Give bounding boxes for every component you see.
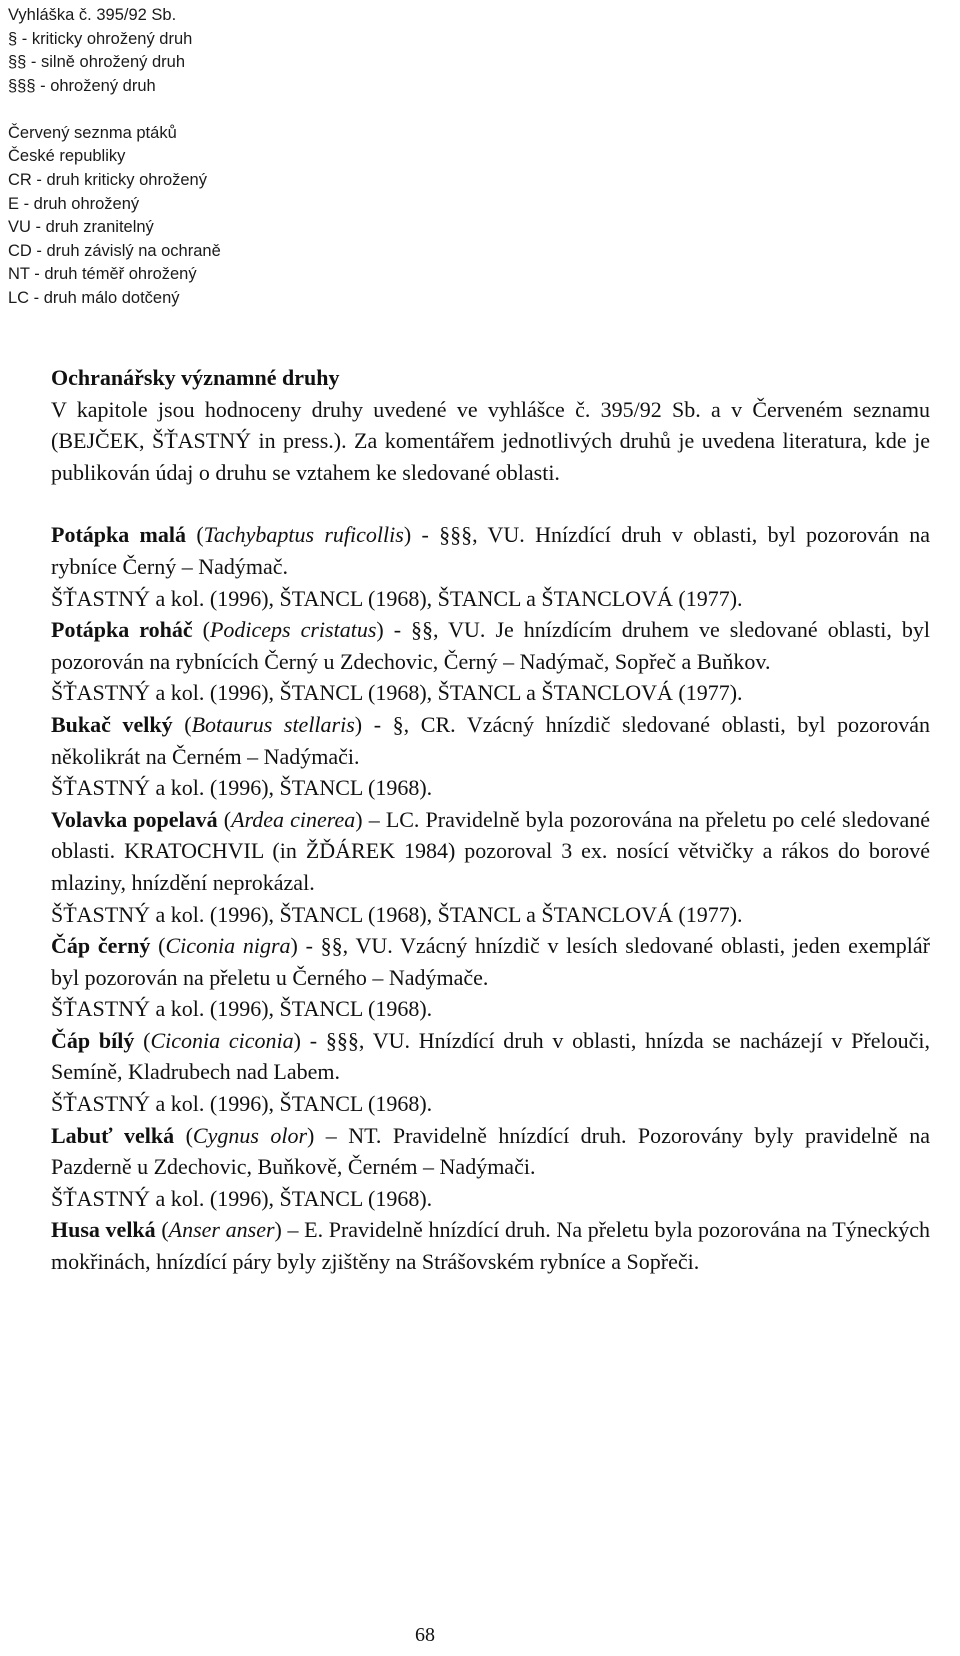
species-paragraph: Potápka malá (Tachybaptus ruficollis) - §§§, VU. Hnízdící druh v oblasti, byl pozorován na rybníce Černý – Nadýmač.	[51, 522, 930, 579]
species-latin-name: Cygnus olor	[192, 1122, 308, 1148]
species-paragraph: Husa velká (Anser anser) – E. Pravidelně hnízdící druh. Na přeletu byla pozorována na Týneckých mokřinách, hnízdící páry byly zjištěny na Strášovském rybníce a Sopřeči.	[51, 1217, 930, 1275]
species-references: ŠŤASTNÝ a kol. (1996), ŠTANCL (1968), ŠTANCL a ŠTANCLOVÁ (1977).	[51, 901, 743, 927]
species-latin-name: Tachybaptus ruficollis	[203, 522, 404, 548]
species-latin-name: Podiceps cristatus	[209, 617, 377, 643]
species-references: ŠŤASTNÝ a kol. (1996), ŠTANCL (1968).	[51, 1185, 433, 1211]
decree-legend	[8, 4, 428, 98]
species-entry	[8, 1025, 930, 1120]
species-name: Potápka roháč	[51, 617, 193, 643]
species-text: Vzácný hnízdič sledované oblasti, byl pozorován několikrát na Černém – Nadýmači.	[51, 711, 930, 769]
species-references: ŠŤASTNÝ a kol. (1996), ŠTANCL (1968), ŠTANCL a ŠTANCLOVÁ (1977).	[51, 585, 743, 611]
species-text: Vzácný hnízdič v lesích sledované oblasti, jeden exemplář byl pozorován na přeletu u Černého – Nadýmače.	[51, 933, 930, 990]
decree-item: § - kriticky ohrožený druh	[8, 29, 193, 48]
species-text: Pravidelně hnízdící druh. Pozorovány byly pravidelně na Pazderně u Zdechovic, Buňkově, Černém – Nadýmači.	[51, 1122, 931, 1180]
species-status: – E.	[281, 1217, 324, 1243]
species-entry	[8, 804, 930, 930]
species-latin-name: Ciconia nigra	[165, 933, 291, 959]
legend	[8, 4, 428, 311]
document-body	[8, 362, 930, 1278]
species-latin-name: Botaurus stellaris	[191, 711, 355, 737]
red-list-title: Červený seznma ptáků	[8, 123, 177, 142]
species-status: – NT.	[314, 1122, 382, 1148]
species-references: ŠŤASTNÝ a kol. (1996), ŠTANCL (1968).	[51, 775, 433, 801]
species-text: Pravidelně hnízdící druh. Na přeletu byla pozorována na Týneckých mokřinách, hnízdící páry byly zjištěny na Strášovském rybníce a Sopřeči.	[51, 1217, 930, 1275]
species-name: Potápka malá	[51, 522, 186, 548]
species-status: - §§§, VU.	[411, 522, 525, 548]
species-references: ŠŤASTNÝ a kol. (1996), ŠTANCL (1968).	[51, 1091, 433, 1117]
species-paragraph: Volavka popelavá (Ardea cinerea) – LC. Pravidelně byla pozorována na přeletu po celé sledované oblasti. KRATOCHVIL (in ŽĎÁREK 1984) pozoroval 3 ex. nosící větvičky a rákos do borové mlaziny, hnízdění neprokázal.	[51, 806, 930, 895]
species-status: – LC.	[362, 806, 420, 832]
decree-item: §§§ - ohrožený druh	[8, 76, 156, 95]
species-paragraph: Potápka roháč (Podiceps cristatus) - §§, VU. Je hnízdícím druhem ve sledované oblasti, byl pozorován na rybnících Černý u Zdechovic, Černý – Nadýmač, Sopřeč a Buňkov.	[51, 617, 930, 674]
red-list-title: České republiky	[8, 147, 126, 166]
species-status: - §§, VU.	[297, 933, 393, 959]
species-name: Husa velká	[51, 1217, 156, 1243]
red-list-item: E - druh ohrožený	[8, 194, 140, 213]
red-list-legend	[8, 122, 428, 311]
species-status: - §§, VU.	[383, 617, 486, 643]
species-entry	[8, 1214, 930, 1277]
page-number: 68	[415, 1624, 435, 1646]
red-list-item: CD - druh závislý na ochraně	[8, 241, 221, 260]
species-text: Je hnízdícím druhem ve sledované oblasti, byl pozorován na rybnících Černý u Zdechovic, Černý – Nadýmač, Sopřeč a Buňkov.	[51, 617, 930, 674]
species-paragraph: Čáp bílý (Ciconia ciconia) - §§§, VU. Hnízdící druh v oblasti, hnízda se nacházejí v Přelouči, Semíně, Kladrubech nad Labem.	[51, 1027, 930, 1085]
decree-title: Vyhláška č. 395/92 Sb.	[8, 6, 177, 24]
section-intro	[8, 394, 930, 489]
species-paragraph: Čáp černý (Ciconia nigra) - §§, VU. Vzácný hnízdič v lesích sledované oblasti, jeden exemplář byl pozorován na přeletu u Černého – Nadýmače.	[51, 933, 930, 990]
decree-item: §§ - silně ohrožený druh	[8, 53, 186, 72]
species-text: Hnízdící druh v oblasti, hnízda se nacházejí v Přelouči, Semíně, Kladrubech nad Labem.	[51, 1027, 930, 1085]
species-name: Čáp černý	[51, 933, 151, 959]
species-paragraph: Labuť velká (Cygnus olor) – NT. Pravidelně hnízdící druh. Pozorovány byly pravidelně na Pazderně u Zdechovic, Buňkově, Černém – Nadýmači.	[51, 1122, 931, 1180]
species-paragraph: Bukač velký (Botaurus stellaris) - §, CR. Vzácný hnízdič sledované oblasti, byl pozorován několikrát na Černém – Nadýmači.	[51, 711, 930, 769]
section-heading: Ochranářsky významné druhy	[51, 365, 340, 390]
species-text: Pravidelně byla pozorována na přeletu po celé sledované oblasti. KRATOCHVIL (in ŽĎÁREK 1984) pozoroval 3 ex. nosící větvičky a rákos do borové mlaziny, hnízdění neprokázal.	[51, 806, 930, 895]
red-list-item: NT - druh téměř ohrožený	[8, 265, 197, 284]
species-status: - §, CR.	[362, 711, 456, 737]
species-entry	[8, 709, 930, 804]
species-entry	[8, 519, 930, 614]
species-name: Volavka popelavá	[51, 806, 218, 832]
intro-paragraph: V kapitole jsou hodnoceny druhy uvedené ve vyhlášce č. 395/92 Sb. a v Červeném seznamu (BEJČEK, ŠŤASTNÝ in press.). Za komentářem jednotlivých druhů je uvedena literatura, kde je publikován údaj o druhu se vztahem ke sledované oblasti.	[51, 396, 930, 485]
species-entry	[8, 1120, 930, 1215]
red-list-item: CR - druh kriticky ohrožený	[8, 171, 207, 190]
species-name: Bukač velký	[51, 711, 173, 737]
species-status: - §§§, VU.	[300, 1027, 410, 1053]
species-text: Hnízdící druh v oblasti, byl pozorován na rybníce Černý – Nadýmač.	[51, 522, 930, 579]
species-latin-name: Ciconia ciconia	[150, 1027, 294, 1053]
species-entry	[8, 930, 930, 1025]
legend-gap	[8, 98, 428, 122]
species-name: Labuť velká	[51, 1122, 175, 1148]
species-list	[8, 519, 930, 1277]
species-references: ŠŤASTNÝ a kol. (1996), ŠTANCL (1968), ŠTANCL a ŠTANCLOVÁ (1977).	[51, 680, 743, 706]
species-entry	[8, 614, 930, 709]
species-name: Čáp bílý	[51, 1027, 135, 1053]
species-latin-name: Anser anser	[168, 1217, 275, 1243]
red-list-item: VU - druh zranitelný	[8, 218, 154, 237]
species-latin-name: Ardea cinerea	[231, 806, 356, 832]
red-list-item: LC - druh málo dotčený	[8, 289, 180, 308]
species-references: ŠŤASTNÝ a kol. (1996), ŠTANCL (1968).	[51, 996, 433, 1022]
